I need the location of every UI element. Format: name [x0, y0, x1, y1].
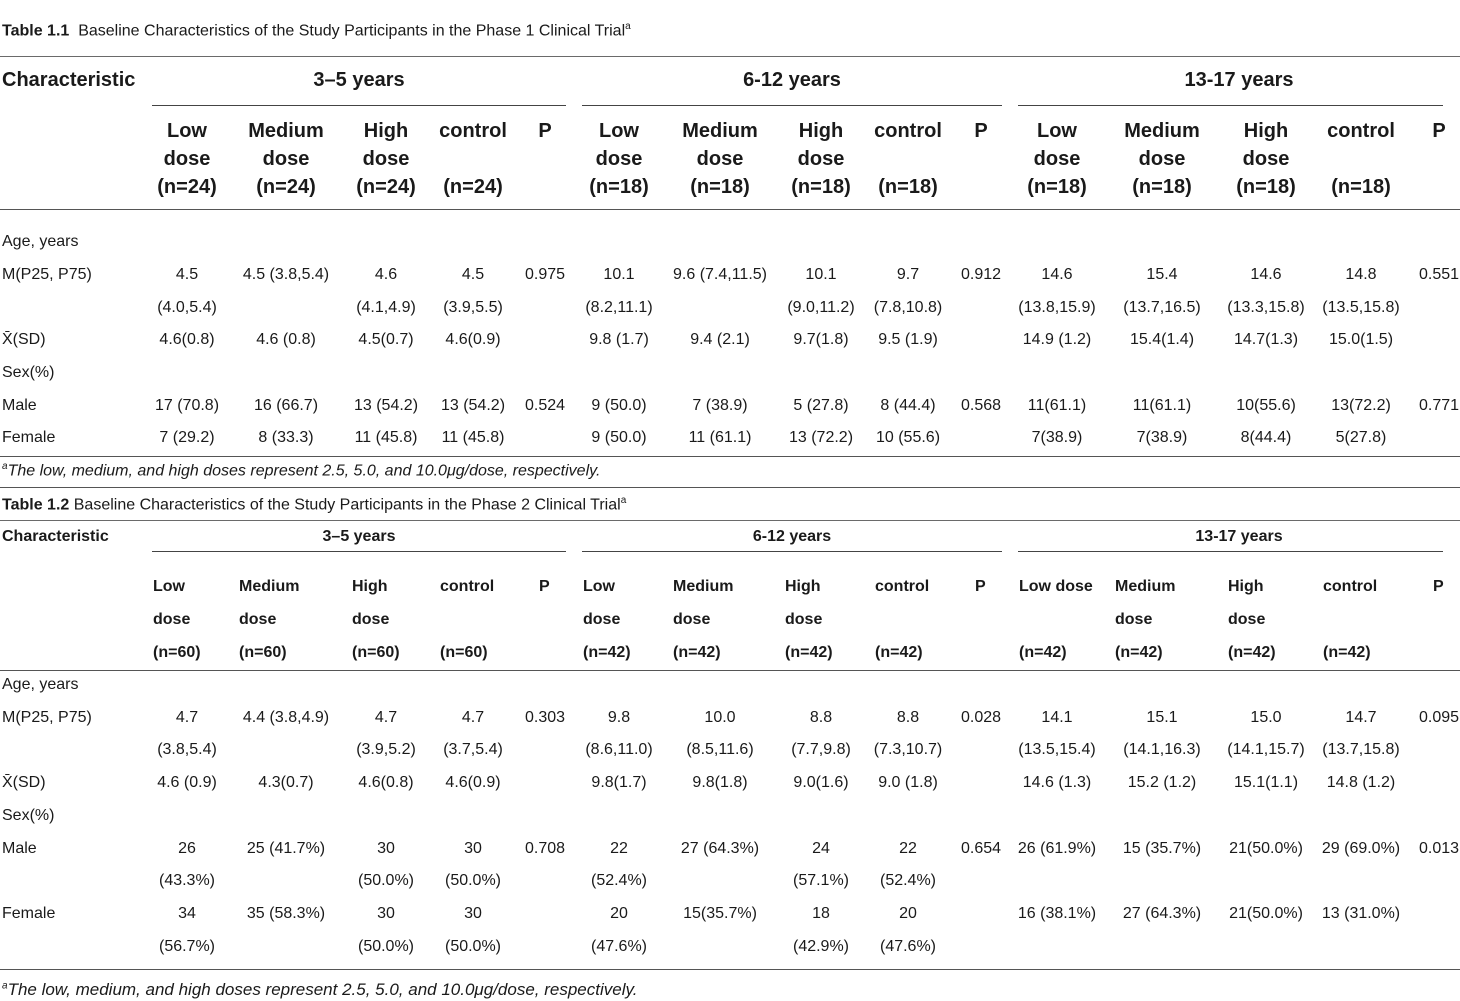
- table1-cell: 4.5(0.7): [358, 331, 414, 348]
- table1-sub-header-cell: High: [798, 120, 844, 142]
- table1-sub-header-cell: dose: [1138, 148, 1186, 170]
- table2-sub-header-cell: dose: [1228, 611, 1266, 628]
- table2-cell: 0.013: [1418, 840, 1460, 857]
- table2-cell: 15(35.7%): [683, 905, 757, 922]
- table1-characteristic-header: Characteristic: [2, 69, 136, 91]
- table1-cell: 4.5: [461, 266, 485, 283]
- table2-cell: (13.7,15.8): [1322, 741, 1400, 758]
- table1-cell: (7.8,10.8): [873, 299, 943, 316]
- table2-footnote: [2, 980, 637, 1000]
- table2-cell: 20: [899, 905, 917, 922]
- table2-sub-header-cell: P: [539, 578, 550, 595]
- table1-sub-header-cell: High: [363, 120, 409, 142]
- table2-cell: 30: [464, 905, 482, 922]
- table2-cell: (14.1,15.7): [1227, 741, 1305, 758]
- table2-sub-header-cell: High: [1228, 578, 1264, 595]
- table1-cell: 0.551: [1418, 266, 1460, 283]
- table2-cell: 9.8(1.8): [692, 774, 748, 791]
- table1-cell: 11(61.1): [1027, 397, 1087, 414]
- table2-group-header: 3–5 years: [322, 528, 396, 545]
- table1-cell: 4.5: [175, 266, 199, 283]
- table1-cell: 8(44.4): [1240, 429, 1292, 446]
- table2-cell: 30: [377, 905, 395, 922]
- table1-sub-header-cell: control: [874, 120, 942, 142]
- table2-cell: 13 (31.0%): [1321, 905, 1401, 922]
- table2-cell: 4.7: [374, 709, 398, 726]
- table1-cell: (8.2,11.1): [585, 299, 653, 316]
- table2-cell: 29 (69.0%): [1321, 840, 1401, 857]
- table1-group-header: 3–5 years: [313, 69, 405, 91]
- table1-sub-header-cell: dose: [1242, 148, 1290, 170]
- table2-row-label: Age, years: [2, 676, 79, 693]
- table2-cell: 22: [610, 840, 628, 857]
- table2-bottom-rule: [0, 969, 1460, 970]
- table2-cell: 22: [899, 840, 917, 857]
- table2-sub-header-cell: (n=42): [1323, 644, 1371, 661]
- table2-cell: (8.5,11.6): [686, 741, 754, 758]
- table2-cell: 4.6 (0.9): [157, 774, 217, 791]
- table1-cell: (13.3,15.8): [1227, 299, 1305, 316]
- table1-caption-text: Baseline Characteristics of the Study Participants in the Phase 1 Clinical Trial: [78, 22, 626, 40]
- table1-sub-header-cell: (n=18): [589, 176, 649, 198]
- table1-cell: 9.8 (1.7): [589, 331, 649, 348]
- table2-cell: 27 (64.3%): [680, 840, 760, 857]
- table1-cell: 7(38.9): [1031, 429, 1083, 446]
- table1-sub-header-cell: dose: [595, 148, 643, 170]
- table2-cell: 27 (64.3%): [1122, 905, 1202, 922]
- table1-cell: 0.524: [524, 397, 566, 414]
- table2-cell: 21(50.0%): [1229, 840, 1303, 857]
- table2-cell: 15.1: [1146, 709, 1178, 726]
- table1-cell: 13(72.2): [1331, 397, 1391, 414]
- table2-cell: (50.0%): [357, 938, 415, 955]
- table1-sub-header-cell: Low: [1037, 120, 1077, 142]
- table2-sub-header-cell: P: [975, 578, 986, 595]
- table2-sub-header-cell: dose: [583, 611, 621, 628]
- table1-cell: 4.6: [374, 266, 398, 283]
- table2-cell: 20: [610, 905, 628, 922]
- table2-group-rule: [582, 551, 1002, 552]
- table1-cell: 13 (54.2): [440, 397, 506, 414]
- table2-sub-header-cell: dose: [239, 611, 277, 628]
- table2-sub-header-cell: (n=60): [153, 644, 201, 661]
- table2-cell: 15.0: [1250, 709, 1282, 726]
- table1-sub-header-cell: P: [538, 120, 552, 142]
- table1-sub-header-cell: dose: [262, 148, 310, 170]
- table2-sub-header-cell: Medium: [673, 578, 734, 595]
- table2-cell: 24: [812, 840, 830, 857]
- table1-sub-header-cell: (n=18): [878, 176, 938, 198]
- table2-cell: 30: [377, 840, 395, 857]
- table2-cell: 9.0 (1.8): [878, 774, 938, 791]
- table2-cell: 18: [812, 905, 830, 922]
- table2-cell: 4.3(0.7): [258, 774, 314, 791]
- table1-bottom-rule: [0, 456, 1460, 457]
- table1-cell: 9.7(1.8): [793, 331, 849, 348]
- table1-cell: 4.6(0.8): [159, 331, 215, 348]
- table1-row-label: Sex(%): [2, 364, 55, 381]
- table1-footnote-mark: a: [2, 461, 8, 472]
- table1-sub-header-cell: dose: [163, 148, 211, 170]
- table2-row-label: Male: [2, 840, 37, 857]
- table1-group-header: 13-17 years: [1184, 69, 1294, 91]
- table1-cell: 13 (54.2): [353, 397, 419, 414]
- table1-cell: (13.8,15.9): [1018, 299, 1096, 316]
- table2-cell: 26: [178, 840, 196, 857]
- table1-cell: 0.568: [960, 397, 1002, 414]
- table2-sub-header-cell: Low: [583, 578, 615, 595]
- table2-group-header: 6-12 years: [752, 528, 832, 545]
- table2-sub-header-cell: Medium: [239, 578, 300, 595]
- table2-cell: 4.4 (3.8,4.9): [242, 709, 330, 726]
- table2-cell: 10.0: [704, 709, 736, 726]
- table1-sub-header-cell: (n=24): [157, 176, 217, 198]
- table2-cell: (8.6,11.0): [585, 741, 653, 758]
- table1-cell: 11 (61.1): [688, 429, 752, 446]
- table2-cell: 0.708: [524, 840, 566, 857]
- table1-cell: 14.6: [1250, 266, 1282, 283]
- table1-footnote-text: The low, medium, and high doses represent 2.5, 5.0, and 10.0μg/dose, respectively.: [7, 462, 601, 480]
- table1-cell: 14.7(1.3): [1233, 331, 1299, 348]
- table2-cell: 8.8: [809, 709, 833, 726]
- table1-cell: (13.5,15.8): [1322, 299, 1400, 316]
- table2-cell: (7.7,9.8): [791, 741, 851, 758]
- table1-cell: 0.771: [1418, 397, 1460, 414]
- table2-cell: (52.4%): [879, 872, 937, 889]
- table1-sub-header-cell: control: [439, 120, 507, 142]
- table1-sub-header-cell: (n=18): [1331, 176, 1391, 198]
- table2-group-rule: [152, 551, 566, 552]
- table2-cell: 15.1(1.1): [1233, 774, 1299, 791]
- table1-cell: 16 (66.7): [253, 397, 319, 414]
- table2-cell: (57.1%): [792, 872, 850, 889]
- table2-cell: 9.0(1.6): [793, 774, 849, 791]
- table1-cell: (4.1,4.9): [356, 299, 416, 316]
- table1-cell: 14.8: [1345, 266, 1377, 283]
- table1-cell: 10(55.6): [1236, 397, 1296, 414]
- table2-cell: 14.6 (1.3): [1022, 774, 1092, 791]
- table2-cell: 30: [464, 840, 482, 857]
- table1-caption-footnote-mark: a: [625, 21, 631, 32]
- table1-sub-header-cell: (n=18): [690, 176, 750, 198]
- table1-sub-header-cell: Medium: [1124, 120, 1200, 142]
- table2-group-rule: [1018, 551, 1443, 552]
- table2-row-label: X̄(SD): [2, 774, 46, 791]
- table2-sub-header-cell: (n=42): [673, 644, 721, 661]
- table1-header-rule: [0, 209, 1460, 210]
- table2-cell: (56.7%): [158, 938, 216, 955]
- table1-row-label: X̄(SD): [2, 331, 46, 348]
- table1-footnote-rule: [0, 487, 1460, 488]
- table2-cell: 4.6(0.9): [445, 774, 501, 791]
- table2-sub-header-cell: (n=42): [785, 644, 833, 661]
- table2-row-label: Sex(%): [2, 807, 55, 824]
- table2-sub-header-cell: control: [1323, 578, 1378, 595]
- table2-cell: (50.0%): [444, 872, 502, 889]
- table1-cell: 10.1: [603, 266, 635, 283]
- table2-sub-header-cell: Low dose: [1019, 578, 1093, 595]
- table1-sub-header-cell: dose: [362, 148, 410, 170]
- table2-sub-header-cell: (n=42): [875, 644, 923, 661]
- table2-cell: 25 (41.7%): [246, 840, 326, 857]
- table2-cell: 0.028: [960, 709, 1002, 726]
- table1-cell: 15.0(1.5): [1328, 331, 1394, 348]
- table1-cell: 5(27.8): [1335, 429, 1387, 446]
- table2-cell: (7.3,10.7): [873, 741, 943, 758]
- table2-cell: (13.5,15.4): [1018, 741, 1096, 758]
- table2-cell: 16 (38.1%): [1017, 905, 1097, 922]
- table1-cell: 9.5 (1.9): [878, 331, 938, 348]
- table2-sub-header-cell: High: [785, 578, 821, 595]
- table2-cell: 4.7: [461, 709, 485, 726]
- table1-cell: 14.9 (1.2): [1022, 331, 1092, 348]
- table1-sub-header-cell: Medium: [682, 120, 758, 142]
- table2-cell: (50.0%): [357, 872, 415, 889]
- table2-cell: 26 (61.9%): [1017, 840, 1097, 857]
- table2-label: Table 1.2: [2, 496, 70, 514]
- table2-cell: (47.6%): [590, 938, 648, 955]
- table2-cell: 15 (35.7%): [1122, 840, 1202, 857]
- table1-sub-header-cell: dose: [1033, 148, 1081, 170]
- table2-cell: 4.6(0.8): [358, 774, 414, 791]
- table1-cell: 9.6 (7.4,11.5): [673, 266, 767, 283]
- table2-cell: 0.303: [524, 709, 566, 726]
- table1-group-rule: [582, 105, 1002, 106]
- table1-cell: 9.7: [896, 266, 920, 283]
- table2-sub-header-cell: (n=42): [1228, 644, 1276, 661]
- table2-sub-header-cell: dose: [352, 611, 390, 628]
- table1-sub-header-cell: High: [1243, 120, 1289, 142]
- table1-sub-header-cell: dose: [696, 148, 744, 170]
- table2-cell: 0.654: [960, 840, 1002, 857]
- table1-cell: 10 (55.6): [875, 429, 941, 446]
- table2-sub-header-cell: control: [875, 578, 930, 595]
- table1-cell: (4.0,5.4): [157, 299, 217, 316]
- table2-sub-header-cell: Medium: [1115, 578, 1176, 595]
- table2-sub-header-cell: P: [1433, 578, 1444, 595]
- table1-row-label: Male: [2, 397, 37, 414]
- table1-cell: 4.6(0.9): [445, 331, 501, 348]
- table2-sub-header-cell: dose: [1115, 611, 1153, 628]
- table1-cell: 4.6 (0.8): [256, 331, 316, 348]
- table2-sub-header-cell: (n=42): [1019, 644, 1067, 661]
- table1-cell: 10.1: [805, 266, 837, 283]
- table1-cell: 15.4(1.4): [1129, 331, 1195, 348]
- table2-cell: 9.8(1.7): [591, 774, 647, 791]
- table2-caption-text: Baseline Characteristics of the Study Participants in the Phase 2 Clinical Trial: [73, 496, 621, 514]
- table2-sub-header-cell: dose: [785, 611, 823, 628]
- table1-cell: 0.975: [524, 266, 566, 283]
- table2-characteristic-header: Characteristic: [2, 528, 109, 545]
- table1-cell: 8 (44.4): [880, 397, 936, 414]
- table1-sub-header-cell: (n=18): [791, 176, 851, 198]
- table1-sub-header-cell: (n=18): [1132, 176, 1192, 198]
- table1-cell: 0.912: [960, 266, 1002, 283]
- table2-cell: (43.3%): [158, 872, 216, 889]
- table1-group-rule: [1018, 105, 1443, 106]
- table1-group-rule: [152, 105, 566, 106]
- table2-cell: 0.095: [1418, 709, 1460, 726]
- table1-row-label: Age, years: [2, 233, 79, 250]
- table2-cell: 35 (58.3%): [246, 905, 326, 922]
- table1-top-rule: [0, 56, 1460, 57]
- table2-cell: 14.1: [1041, 709, 1073, 726]
- table2-cell: 14.8 (1.2): [1326, 774, 1396, 791]
- table1-sub-header-cell: (n=24): [256, 176, 316, 198]
- table1-cell: 13 (72.2): [788, 429, 854, 446]
- table2-cell: 14.7: [1345, 709, 1377, 726]
- table2-header-rule: [0, 670, 1460, 671]
- table2-sub-header-cell: (n=42): [1115, 644, 1163, 661]
- table2-cell: (47.6%): [879, 938, 937, 955]
- table2-footnote-mark: a: [2, 980, 8, 992]
- table2-group-header: 13-17 years: [1195, 528, 1283, 545]
- table1-cell: 14.6: [1041, 266, 1073, 283]
- table2-sub-header-cell: (n=42): [583, 644, 631, 661]
- table1-cell: 11 (45.8): [441, 429, 505, 446]
- table1-cell: 17 (70.8): [154, 397, 220, 414]
- table1-label: Table 1.1: [2, 22, 70, 40]
- table1-caption: [2, 21, 631, 40]
- table1-sub-header-cell: P: [974, 120, 988, 142]
- table1-group-header: 6-12 years: [743, 69, 841, 91]
- table2-sub-header-cell: Low: [153, 578, 185, 595]
- table1-sub-header-cell: (n=24): [356, 176, 416, 198]
- table2-caption-footnote-mark: a: [620, 495, 627, 506]
- table2-cell: 34: [178, 905, 196, 922]
- table2-cell: 9.8: [607, 709, 631, 726]
- table1-sub-header-cell: (n=24): [443, 176, 503, 198]
- table2-cell: 8.8: [896, 709, 920, 726]
- table1-sub-header-cell: (n=18): [1027, 176, 1087, 198]
- table2-caption: [2, 495, 626, 514]
- table2-cell: (50.0%): [444, 938, 502, 955]
- table2-cell: (3.9,5.2): [356, 741, 416, 758]
- table2-cell: (42.9%): [792, 938, 850, 955]
- table1-cell: 7 (38.9): [692, 397, 748, 414]
- table2-sub-header-cell: (n=60): [352, 644, 400, 661]
- table2-cell: (3.7,5.4): [443, 741, 503, 758]
- table1-footnote: [2, 461, 600, 480]
- table1-cell: 8 (33.3): [258, 429, 314, 446]
- table2-footnote-text: The low, medium, and high doses represent 2.5, 5.0, and 10.0μg/dose, respectively.: [7, 980, 638, 999]
- table1-sub-header-cell: (n=18): [1236, 176, 1296, 198]
- table2-cell: 15.2 (1.2): [1127, 774, 1197, 791]
- table2-cell: (52.4%): [590, 872, 648, 889]
- table2-cell: 21(50.0%): [1229, 905, 1303, 922]
- table1-row-label: Female: [2, 429, 56, 446]
- table1-cell: 4.5 (3.8,5.4): [242, 266, 330, 283]
- table2-row-label: Female: [2, 905, 56, 922]
- table2-cell: (14.1,16.3): [1123, 741, 1201, 758]
- table1-sub-header-cell: Low: [167, 120, 207, 142]
- table1-cell: (13.7,16.5): [1123, 299, 1201, 316]
- table2-sub-header-cell: High: [352, 578, 388, 595]
- table2-sub-header-cell: dose: [153, 611, 191, 628]
- table1-cell: 11 (45.8): [354, 429, 418, 446]
- table2-row-label: M(P25, P75): [2, 709, 92, 726]
- table2-cell: 4.7: [175, 709, 199, 726]
- table1-cell: 9 (50.0): [591, 397, 647, 414]
- table2-sub-header-cell: control: [440, 578, 495, 595]
- table1-cell: 5 (27.8): [793, 397, 849, 414]
- table1-cell: 7(38.9): [1136, 429, 1188, 446]
- table1-sub-header-cell: dose: [797, 148, 845, 170]
- table1-sub-header-cell: control: [1327, 120, 1395, 142]
- table1-sub-header-cell: Medium: [248, 120, 324, 142]
- table1-sub-header-cell: P: [1432, 120, 1446, 142]
- table2-sub-header-cell: dose: [673, 611, 711, 628]
- table1-cell: 9 (50.0): [591, 429, 647, 446]
- table1-cell: 9.4 (2.1): [690, 331, 750, 348]
- table2-sub-header-cell: (n=60): [440, 644, 488, 661]
- table2-cell: (3.8,5.4): [157, 741, 217, 758]
- table2-sub-header-cell: (n=60): [239, 644, 287, 661]
- table2-top-rule: [0, 520, 1460, 521]
- table1-sub-header-cell: Low: [599, 120, 639, 142]
- table1-cell: (3.9,5.5): [443, 299, 503, 316]
- table1-cell: (9.0,11.2): [787, 299, 855, 316]
- table1-row-label: M(P25, P75): [2, 266, 92, 283]
- table1-cell: 11(61.1): [1132, 397, 1192, 414]
- table1-cell: 7 (29.2): [159, 429, 215, 446]
- table1-cell: 15.4: [1146, 266, 1178, 283]
